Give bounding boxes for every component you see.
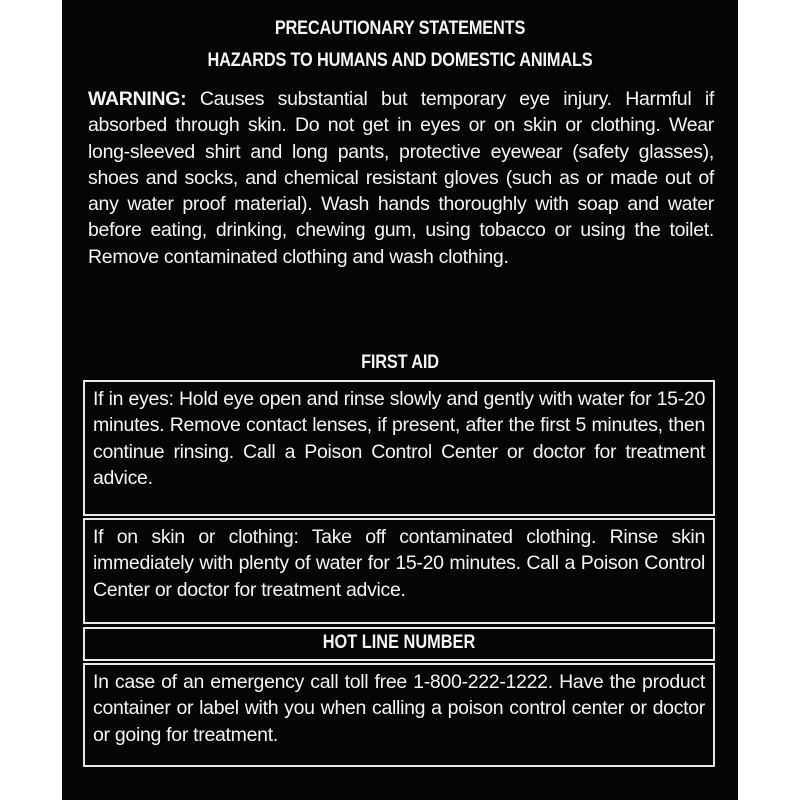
first-aid-skin-text: If on skin or clothing: Take off contaminated clothing. Rinse skin immediately with plenty of water for 15-20 minutes. Call a Poison Control Center or doctor for treatment advice.: [93, 526, 705, 601]
warning-paragraph: [88, 86, 714, 270]
first-aid-eyes-box: [83, 380, 715, 516]
product-label-panel: [62, 0, 738, 800]
first-aid-heading: FIRST AID: [361, 352, 439, 373]
hotline-heading: HOT LINE NUMBER: [322, 632, 476, 653]
precautionary-statements-title: PRECAUTIONARY STATEMENTS: [274, 18, 526, 39]
warning-label: WARNING:: [88, 88, 187, 110]
hazards-subtitle: HAZARDS TO HUMANS AND DOMESTIC ANIMALS: [207, 50, 593, 71]
warning-text: Causes substantial but temporary eye injury. Harmful if absorbed through skin. Do not get in eyes or on skin or clothing. Wear long-sleeved shirt and long pants, protective eyewear (safety glasses), shoes and socks, and chemical resistant gloves (such as or made out of any water proof material). Wash hands thoroughly with soap and water before eating, drinking, chewing gum, using tobacco or using the toilet. Remove contaminated clothing and wash clothing.: [88, 88, 715, 268]
first-aid-eyes-text: If in eyes: Hold eye open and rinse slowly and gently with water for 15-20 minutes. Remove contact lenses, if present, after the first 5 minutes, then continue rinsing. Call a Poison Control Center or doctor for treatment advice.: [93, 388, 705, 489]
hotline-heading-box: [83, 627, 715, 661]
hotline-text: In case of an emergency call toll free 1-800-222-1222. Have the product container or label with you when calling a poison control center or doctor or going for treatment.: [93, 671, 705, 746]
hotline-box: [83, 663, 715, 767]
first-aid-skin-box: [83, 518, 715, 624]
